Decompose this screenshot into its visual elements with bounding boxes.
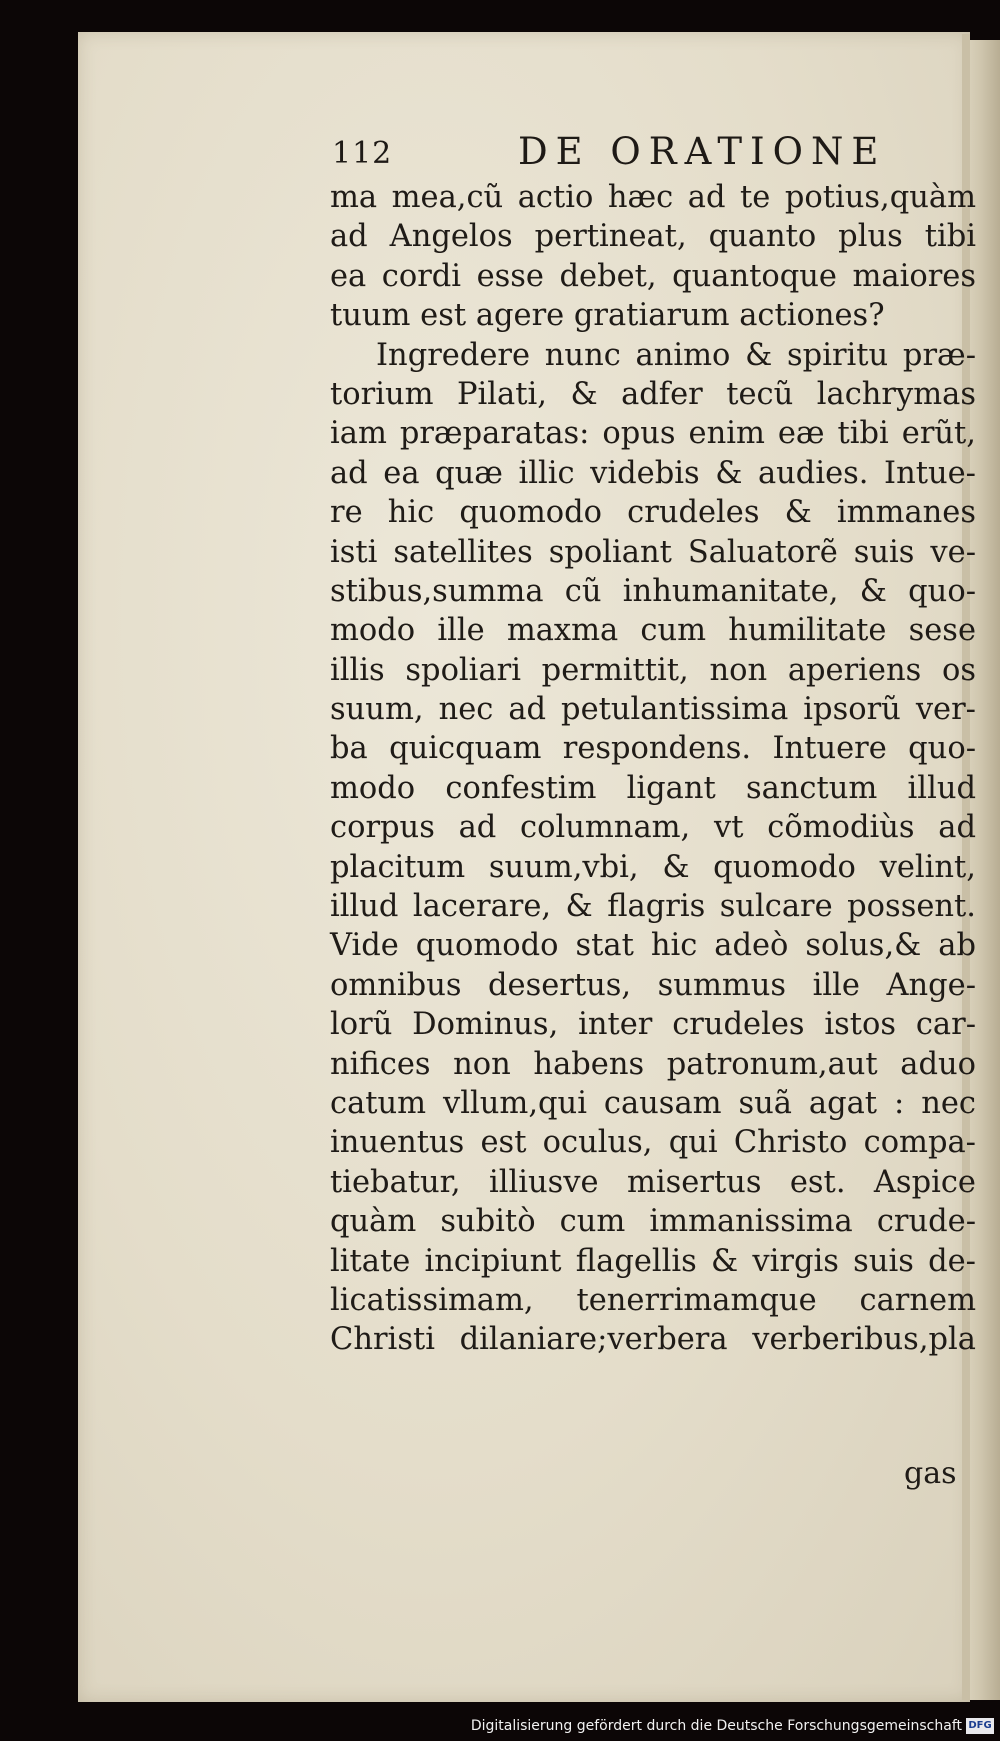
dfg-logo-icon: DFG [966,1718,994,1734]
text-line: illud lacerare, & flagris sulcare possent. [330,889,976,925]
text-line: torium Pilati, & adfer tecũ lachrymas [330,376,976,412]
text-line: ea cordi esse debet, quantoque maiores [330,258,976,294]
text-line: tuum est agere gratiarum actiones? [330,298,885,334]
text-line: Christi dilaniare;verbera verberibus,pla [330,1322,976,1358]
text-line: placitum suum,vbi, & quomodo velint, [330,849,976,885]
digitization-footer [0,1713,1000,1741]
text-line: modo ille maxma cum humilitate sese [330,613,976,649]
text-line: catum vllum,qui causam suã agat : nec [330,1085,976,1121]
text-line: quàm subitò cum immanissima crude- [330,1204,976,1240]
running-title: DE ORATIONE [518,130,887,173]
text-line: lorũ Dominus, inter crudeles istos car- [330,1007,976,1043]
page-header [332,130,972,173]
text-line: ad ea quæ illic videbis & audies. Intue- [330,455,976,491]
text-line: inuentus est oculus, qui Christo compa- [330,1125,976,1161]
text-line: litate incipiunt flagellis & virgis suis de- [330,1243,976,1279]
text-line: ad Angelos pertineat, quanto plus tibi [330,219,976,255]
text-line: Vide quomodo stat hic adeò solus,& ab [330,928,976,964]
text-line: licatissimam, tenerrimamque carnem [330,1282,976,1318]
text-line: isti satellites spoliant Saluatorẽ suis ve- [330,534,976,570]
text-line: nifices non habens patronum,aut aduo [330,1046,976,1082]
text-line: suum, nec ad petulantissima ipsorũ ver- [330,692,976,728]
funding-credit: Digitalisierung gefördert durch die Deutsche Forschungsgemeinschaft [470,1718,962,1734]
text-line: modo confestim ligant sanctum illud [330,770,976,806]
body-text [330,178,976,1360]
text-line: ma mea,cũ actio hæc ad te potius,quàm [330,180,976,215]
text-line: corpus ad columnam, vt cõmodiùs ad [330,810,976,846]
text-line: re hic quomodo crudeles & immanes [330,495,976,531]
text-line: iam præparatas: opus enim eæ tibi erũt, [330,416,976,452]
text-line: ba quicquam respondens. Intuere quo- [330,731,976,767]
page-number: 112 [332,136,393,171]
text-line: stibus,summa cũ inhumanitate, & quo- [330,573,976,609]
text-line: omnibus desertus, summus ille Ange- [330,967,976,1003]
catchword: gas [904,1456,957,1491]
text-line: Ingredere nunc animo & spiritu præ- [376,337,976,373]
text-line: tiebatur, illiusve misertus est. Aspice [330,1164,976,1200]
text-line: illis spoliari permittit, non aperiens os [330,652,976,688]
